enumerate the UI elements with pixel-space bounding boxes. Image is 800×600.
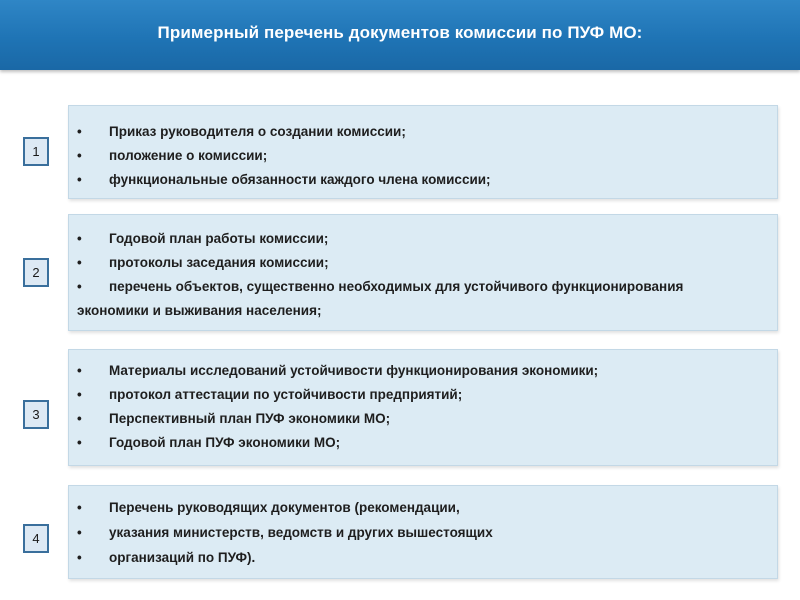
list-item: • протокол аттестации по устойчивости предприятий; xyxy=(77,387,463,402)
section-number-2: 2 xyxy=(23,258,49,287)
bullet-icon: • xyxy=(77,255,82,270)
section-3-panel xyxy=(68,349,778,466)
bullet-icon: • xyxy=(77,148,82,163)
bullet-icon: • xyxy=(77,500,82,515)
list-item: • Материалы исследований устойчивости функционирования экономики; xyxy=(77,363,599,378)
bullet-icon: • xyxy=(77,363,82,378)
bullet-icon: • xyxy=(77,231,82,246)
list-item: • положение о комиссии; xyxy=(77,148,268,163)
section-number-3: 3 xyxy=(23,400,49,429)
list-item: • Годовой план ПУФ экономики МО; xyxy=(77,435,341,450)
section-number-1: 1 xyxy=(23,137,49,166)
section-1-panel xyxy=(68,105,778,199)
section-2-panel xyxy=(68,214,778,331)
list-item-continuation: экономики и выживания населения; xyxy=(77,303,322,318)
list-item: • протоколы заседания комиссии; xyxy=(77,255,329,270)
list-item: • перечень объектов, существенно необходимых для устойчивого функционирования xyxy=(77,279,684,294)
list-item: • Перечень руководящих документов (рекомендации, xyxy=(77,500,460,515)
page-title: Примерный перечень документов комиссии по ПУФ МО: xyxy=(157,23,643,42)
list-item: • организаций по ПУФ). xyxy=(77,550,256,565)
bullet-icon: • xyxy=(77,124,82,139)
list-item: • указания министерств, ведомств и других вышестоящих xyxy=(77,525,493,540)
bullet-icon: • xyxy=(77,172,82,187)
list-item: • Приказ руководителя о создании комиссии; xyxy=(77,124,406,139)
bullet-icon: • xyxy=(77,411,82,426)
list-item: • Годовой план работы комиссии; xyxy=(77,231,329,246)
section-number-4: 4 xyxy=(23,524,49,553)
bullet-icon: • xyxy=(77,525,82,540)
bullet-icon: • xyxy=(77,387,82,402)
section-4-panel xyxy=(68,485,778,579)
list-item: • Перспективный план ПУФ экономики МО; xyxy=(77,411,391,426)
bullet-icon: • xyxy=(77,279,82,294)
list-item: • функциональные обязанности каждого члена комиссии; xyxy=(77,172,491,187)
bullet-icon: • xyxy=(77,550,82,565)
bullet-icon: • xyxy=(77,435,82,450)
title-bar xyxy=(0,0,800,70)
